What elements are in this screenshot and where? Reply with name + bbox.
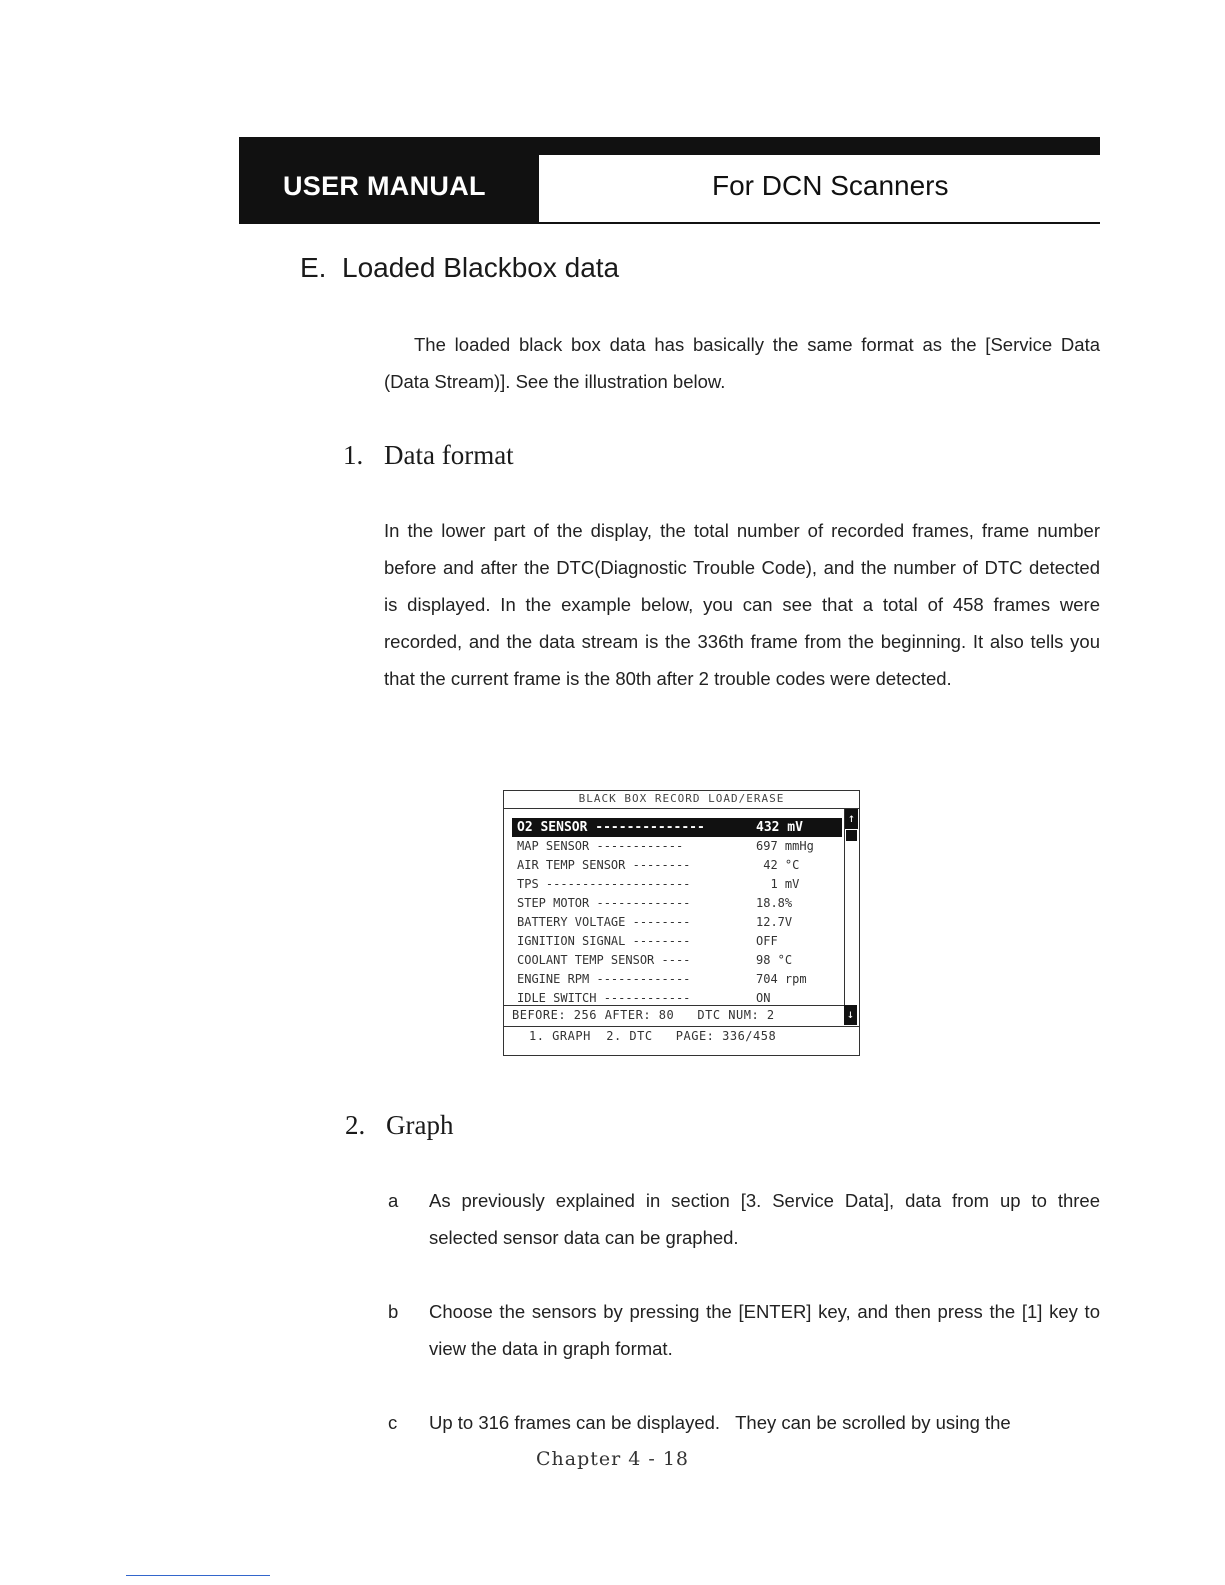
sensor-value: 697 mmHg	[756, 839, 814, 853]
intro-paragraph: The loaded black box data has basically the same format as the [Service Data (Data Stream)]. See the illustration below.	[384, 334, 1100, 392]
status-divider	[504, 1005, 844, 1006]
sensor-label: AIR TEMP SENSOR --------	[517, 858, 691, 872]
sensor-value: 12.7V	[756, 915, 793, 929]
arrow-down-icon[interactable]: ↓	[844, 1005, 857, 1025]
item-a-letter: a	[388, 1190, 399, 1211]
screen-status-line: BEFORE: 256 AFTER: 80 DTC NUM: 2	[512, 1008, 775, 1022]
screen-title-divider	[504, 808, 859, 809]
screen-scrollbar[interactable]	[844, 809, 859, 1005]
header-subtitle: For DCN Scanners	[712, 170, 949, 201]
sensor-row[interactable]	[512, 856, 842, 875]
sensor-row[interactable]	[512, 894, 842, 913]
sensor-row[interactable]	[512, 932, 842, 951]
item-b-letter: b	[388, 1301, 399, 1322]
screen-title: BLACK BOX RECORD LOAD/ERASE	[578, 792, 785, 805]
sensor-value: OFF	[756, 934, 778, 948]
sensor-list	[512, 818, 842, 1008]
sensor-row-selected[interactable]	[512, 818, 842, 837]
sensor-value: 18.8%	[756, 896, 793, 910]
arrow-up-icon[interactable]: ↑	[845, 809, 858, 829]
sensor-label: IDLE SWITCH ------------	[517, 991, 691, 1005]
sensor-row[interactable]	[512, 913, 842, 932]
blackbox-screen	[503, 790, 860, 1056]
sensor-row[interactable]	[512, 875, 842, 894]
sensor-label: MAP SENSOR ------------	[517, 839, 684, 853]
sensor-value: 1 mV	[756, 877, 800, 891]
item-a-text: As previously explained in section [3. Service Data], data from up to three selected sensor data can be graphed.	[429, 1190, 1100, 1248]
subsection-1-number: 1.	[343, 440, 364, 470]
sensor-value: 98 °C	[756, 953, 793, 967]
header-divider	[539, 222, 1100, 224]
bottom-link-underline	[126, 1575, 270, 1576]
item-b-text: Choose the sensors by pressing the [ENTER] key, and then press the [1] key to view the data in graph format.	[429, 1301, 1100, 1359]
subsection-1-title: Data format	[384, 440, 514, 470]
subsection-2-number: 2.	[345, 1110, 366, 1140]
menu-divider	[504, 1026, 859, 1027]
sensor-value: ON	[756, 991, 771, 1005]
sensor-label: COOLANT TEMP SENSOR ----	[517, 953, 691, 967]
sensor-value: 432 mV	[756, 820, 803, 835]
sensor-label: STEP MOTOR -------------	[517, 896, 691, 910]
sensor-label: IGNITION SIGNAL --------	[517, 934, 691, 948]
sensor-row[interactable]	[512, 951, 842, 970]
sensor-label: O2 SENSOR --------------	[517, 820, 705, 835]
sensor-label: TPS --------------------	[517, 877, 691, 891]
screen-menu-line: 1. GRAPH 2. DTC PAGE: 336/458	[529, 1029, 777, 1043]
sensor-label: ENGINE RPM -------------	[517, 972, 691, 986]
sensor-row[interactable]	[512, 837, 842, 856]
scrollbar-thumb[interactable]	[846, 830, 857, 841]
subsection-2-title: Graph	[386, 1110, 454, 1140]
sensor-value: 704 rpm	[756, 972, 807, 986]
page-footer: Chapter 4 - 18	[535, 1448, 690, 1470]
item-c-letter: c	[388, 1412, 398, 1433]
data-format-paragraph: In the lower part of the display, the total number of recorded frames, frame number before and after the DTC(Diagnostic Trouble Code), and the number of DTC detected is displayed. In the example below, you can see that a total of 458 frames were recorded, and the data stream is the 336th frame from the beginning. It also tells you that the current frame is the 80th after 2 trouble codes were detected.	[384, 520, 1100, 689]
sensor-value: 42 °C	[756, 858, 800, 872]
header-title-block	[239, 137, 539, 224]
header-title: USER MANUAL	[283, 171, 486, 201]
item-c-text: Up to 316 frames can be displayed. They can be scrolled by using the	[429, 1412, 1011, 1433]
sensor-row[interactable]	[512, 970, 842, 989]
sensor-label: BATTERY VOLTAGE --------	[517, 915, 691, 929]
section-title: E. Loaded Blackbox data	[300, 252, 620, 283]
